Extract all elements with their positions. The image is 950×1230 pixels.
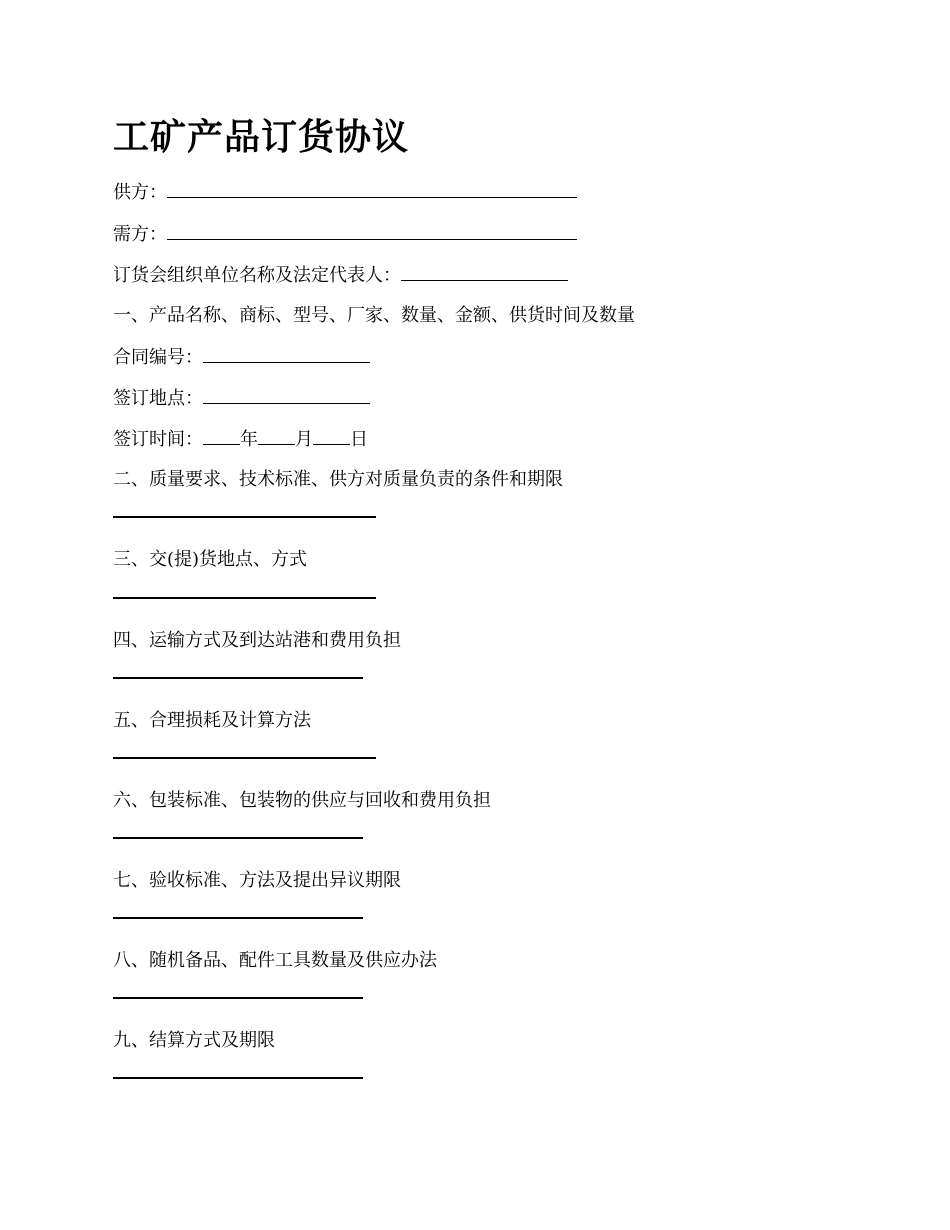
buyer-label: 需方：	[113, 224, 167, 245]
org-blank[interactable]	[401, 263, 568, 281]
month-label: 月	[295, 429, 313, 450]
day-label: 日	[350, 429, 368, 450]
section-8-title: 八、随机备品、配件工具数量及供应办法	[113, 950, 437, 971]
document-title: 工矿产品订货协议	[113, 116, 410, 158]
buyer-blank[interactable]	[167, 222, 577, 240]
section-8-blank-line[interactable]	[113, 997, 363, 999]
sign-time-label: 签订时间：	[113, 429, 203, 450]
contract-no-line	[113, 345, 370, 370]
section-5-blank-line[interactable]	[113, 757, 376, 759]
buyer-line	[113, 222, 577, 247]
supplier-blank[interactable]	[167, 180, 577, 198]
org-line	[113, 263, 568, 288]
section-6-blank-line[interactable]	[113, 837, 363, 839]
section-3-title: 三、交(提)货地点、方式	[113, 549, 308, 570]
sign-place-label: 签订地点：	[113, 388, 203, 409]
section-1-title: 一、产品名称、商标、型号、厂家、数量、金额、供货时间及数量	[113, 305, 635, 326]
section-6-title: 六、包装标准、包装物的供应与回收和费用负担	[113, 790, 491, 811]
sign-place-blank[interactable]	[203, 386, 370, 404]
section-2-title: 二、质量要求、技术标准、供方对质量负责的条件和期限	[113, 469, 563, 490]
org-label: 订货会组织单位名称及法定代表人：	[113, 265, 401, 286]
section-9-blank-line[interactable]	[113, 1077, 363, 1079]
section-4-blank-line[interactable]	[113, 677, 363, 679]
sign-place-line	[113, 386, 370, 411]
section-2-blank-line[interactable]	[113, 516, 376, 518]
section-7-title: 七、验收标准、方法及提出异议期限	[113, 870, 401, 891]
contract-no-blank[interactable]	[203, 345, 370, 363]
contract-no-label: 合同编号：	[113, 347, 203, 368]
section-4-title: 四、运输方式及到达站港和费用负担	[113, 630, 401, 651]
year-blank[interactable]	[203, 427, 240, 445]
section-7-blank-line[interactable]	[113, 917, 363, 919]
section-9-title: 九、结算方式及期限	[113, 1030, 275, 1051]
day-blank[interactable]	[313, 427, 350, 445]
section-5-title: 五、合理损耗及计算方法	[113, 710, 311, 731]
section-3-blank-line[interactable]	[113, 597, 376, 599]
supplier-line	[113, 180, 577, 205]
month-blank[interactable]	[258, 427, 295, 445]
year-label: 年	[240, 429, 258, 450]
sign-time-line	[113, 427, 368, 452]
supplier-label: 供方：	[113, 182, 167, 203]
